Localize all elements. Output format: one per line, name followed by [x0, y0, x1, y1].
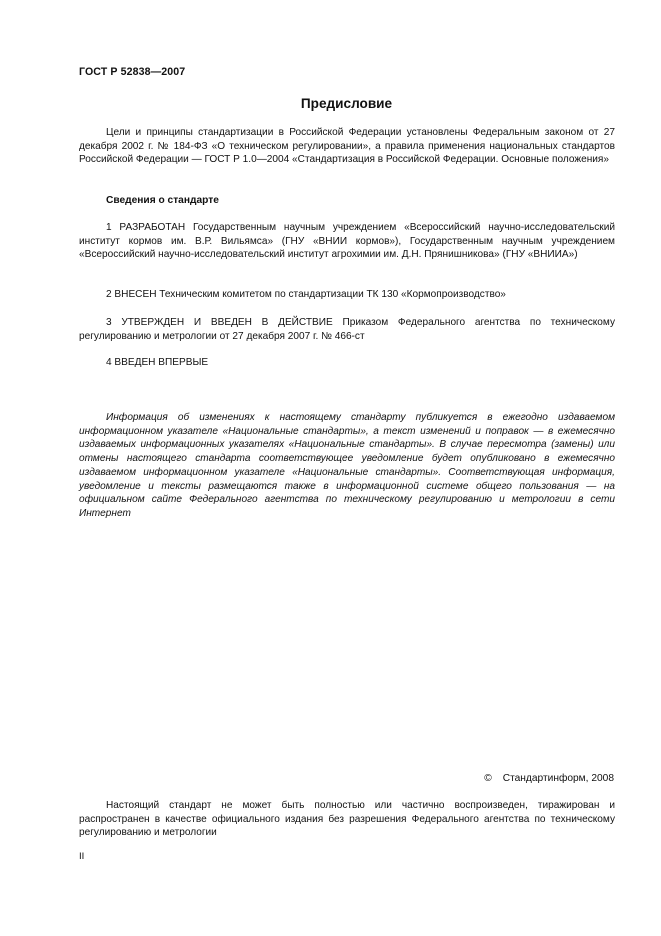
intro-paragraph [79, 126, 615, 167]
item-4-text: 4 ВВЕДЕН ВПЕРВЫЕ [106, 357, 209, 368]
standard-code: ГОСТ Р 52838—2007 [79, 66, 186, 78]
item-2 [79, 288, 615, 302]
reproduction-paragraph [79, 799, 615, 840]
reproduction-text: Настоящий стандарт не может быть полностью или частично воспроизведен, тиражирован и распространен в качестве официального издания без разрешения Федерального агентства по техническому регулированию и метрологии [79, 800, 615, 839]
item-3 [79, 316, 615, 343]
info-heading: Сведения о стандарте [106, 195, 219, 206]
item-3-text: 3 УТВЕРЖДЕН И ВВЕДЕН В ДЕЙСТВИЕ Приказом Федерального агентства по техническому регулированию и метрологии от 27 декабря 2007 г. № 466-ст [79, 317, 615, 342]
intro-text: Цели и принципы стандартизации в Российской Федерации установлены Федеральным законом от 27 декабря 2002 г. № 184-ФЗ «О техническом регулировании», а правила применения национальных стандартов Российской Федерации — ГОСТ Р 1.0—2004 «Стандартизация в Российской Федерации. Основные положения» [79, 127, 615, 166]
item-1 [79, 221, 615, 262]
item-4 [79, 356, 615, 370]
item-2-text: 2 ВНЕСЕН Техническим комитетом по стандартизации ТК 130 «Кормопроизводство» [106, 289, 506, 300]
page-number: II [79, 851, 85, 862]
copyright-line [484, 773, 614, 784]
copyright-text: Стандартинформ, 2008 [502, 773, 614, 784]
notice-text: Информация об изменениях к настоящему стандарту публикуется в ежегодно издаваемом информационном указателе «Национальные стандарты», а текст изменений и поправок — в ежемесячно издаваемых информационных указателях «Национальные стандарты». В случае пересмотра (замены) или отмены настоящего стандарта соответствующее уведомление будет опубликовано в ежемесячно издаваемом информационном указателе «Национальные стандарты». Соответствующая информация, уведомление и тексты размещаются также в информационной системе общего пользования — на официальном сайте Федерального агентства по техническому регулированию и метрологии в сети Интернет [79, 412, 615, 519]
page-title: Предисловие [300, 96, 393, 111]
item-1-text: 1 РАЗРАБОТАН Государственным научным учреждением «Всероссийский научно-исследовательский институт кормов им. В.Р. Вильямса» (ГНУ «ВНИИ кормов»), Государственным научным учреждением «Всероссийский научно-исследовательский институт агрохимии им. Д.Н. Прянишникова» (ГНУ «ВНИИА») [79, 222, 615, 261]
notice-paragraph [79, 411, 615, 521]
copyright-symbol: © [484, 773, 492, 784]
